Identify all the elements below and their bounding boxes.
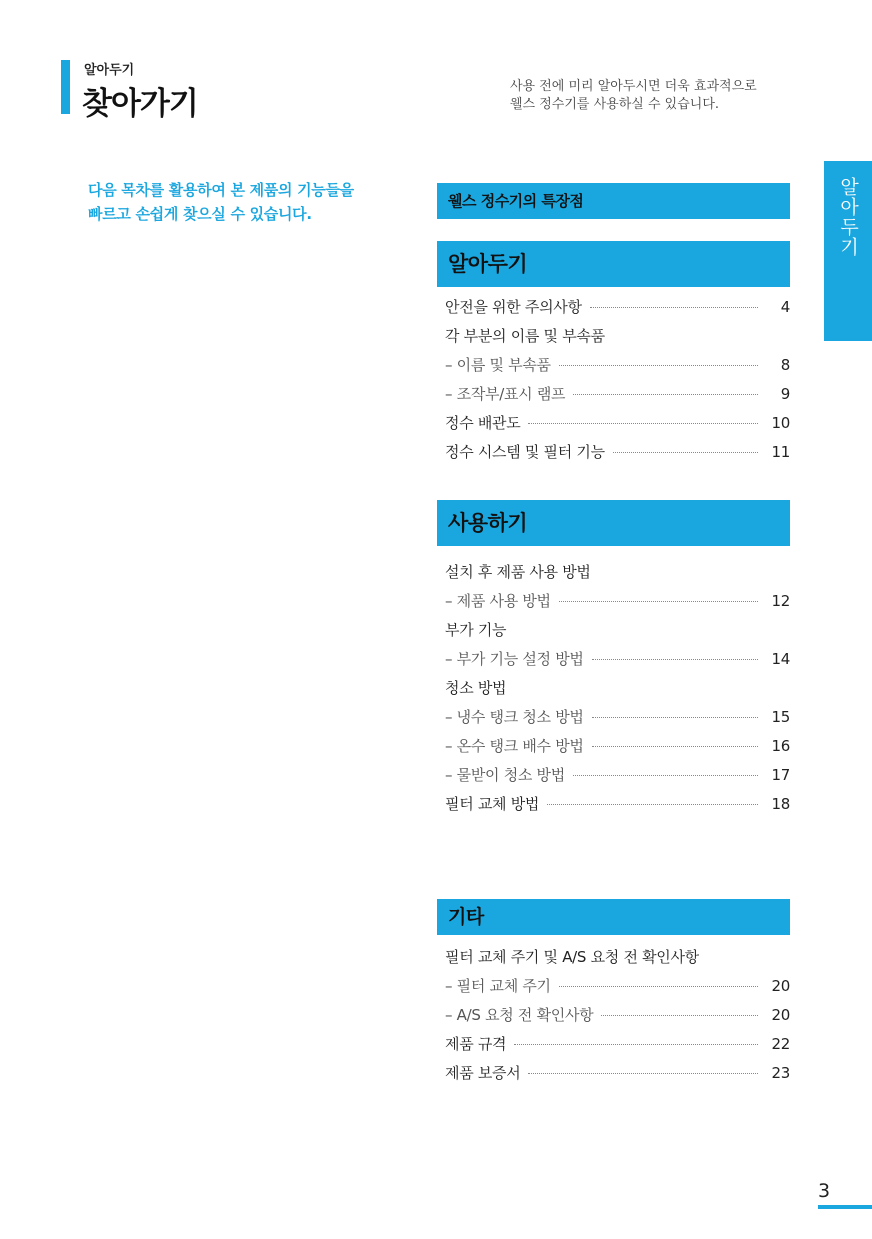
intro-line: 다음 목차를 활용하여 본 제품의 기능들을 xyxy=(88,181,354,199)
dot-leader xyxy=(559,365,758,366)
dot-leader xyxy=(514,1044,758,1045)
section-header-use[interactable]: 사용하기 xyxy=(437,500,790,546)
toc-item xyxy=(445,942,790,971)
toc-item-page: 11 xyxy=(771,442,790,461)
header-accent-bar xyxy=(61,60,70,114)
toc-item-text: 제품 규격 xyxy=(445,1035,507,1053)
toc-item-page: 23 xyxy=(771,1063,790,1082)
toc-item[interactable] xyxy=(445,1000,790,1029)
toc-item-text: 각 부분의 이름 및 부속품 xyxy=(445,327,605,345)
toc-item-text: 필터 교체 방법 xyxy=(445,795,540,813)
intro-line: 빠르고 손쉽게 찾으실 수 있습니다. xyxy=(88,205,312,223)
side-tab[interactable] xyxy=(824,161,872,341)
toc-item-text: – 제품 사용 방법 xyxy=(445,592,551,610)
page-number: 3 xyxy=(818,1180,831,1202)
page-title: 찾아가기 xyxy=(82,86,198,122)
dot-leader xyxy=(559,986,758,987)
toc-item[interactable] xyxy=(445,789,790,818)
toc-item-page: 20 xyxy=(771,1005,790,1024)
toc-item[interactable] xyxy=(445,292,790,321)
toc-item[interactable] xyxy=(445,350,790,379)
toc-list-etc xyxy=(445,942,790,1087)
toc-item-page: 8 xyxy=(780,355,790,374)
section-header-know[interactable]: 알아두기 xyxy=(437,241,790,287)
toc-item xyxy=(445,557,790,586)
toc-item-page: 14 xyxy=(771,649,790,668)
toc-item-page: 18 xyxy=(771,794,790,813)
dot-leader xyxy=(559,601,758,602)
intro-text xyxy=(88,178,354,226)
toc-item-page: 4 xyxy=(780,297,790,316)
dot-leader xyxy=(573,394,758,395)
toc-list-use xyxy=(445,557,790,818)
dot-leader xyxy=(592,717,758,718)
toc-item-text: 제품 보증서 xyxy=(445,1064,521,1082)
toc-item-text: – 이름 및 부속품 xyxy=(445,356,551,374)
section-header-etc[interactable]: 기타 xyxy=(437,899,790,935)
toc-item-page: 9 xyxy=(780,384,790,403)
toc-item-text: – 부가 기능 설정 방법 xyxy=(445,650,584,668)
toc-item-page: 22 xyxy=(771,1034,790,1053)
toc-item[interactable] xyxy=(445,1058,790,1087)
header-description-line: 사용 전에 미리 알아두시면 더욱 효과적으로 xyxy=(510,79,757,94)
toc-item-text: – 필터 교체 주기 xyxy=(445,977,551,995)
dot-leader xyxy=(601,1015,758,1016)
toc-item-text: 부가 기능 xyxy=(445,621,507,639)
side-tab-label: 알아두기 xyxy=(837,177,859,257)
toc-item[interactable] xyxy=(445,379,790,408)
toc-item[interactable] xyxy=(445,586,790,615)
toc-item xyxy=(445,615,790,644)
toc-item-text: 청소 방법 xyxy=(445,679,507,697)
dot-leader xyxy=(528,423,758,424)
dot-leader xyxy=(528,1073,758,1074)
dot-leader xyxy=(592,659,758,660)
toc-list-know xyxy=(445,292,790,466)
toc-item-text: 안전을 위한 주의사항 xyxy=(445,298,582,316)
dot-leader xyxy=(592,746,758,747)
toc-item[interactable] xyxy=(445,702,790,731)
toc-item-text: – 냉수 탱크 청소 방법 xyxy=(445,708,584,726)
dot-leader xyxy=(573,775,758,776)
toc-item-page: 16 xyxy=(771,736,790,755)
toc-item-text: – 물받이 청소 방법 xyxy=(445,766,565,784)
page-number-underline xyxy=(818,1205,872,1209)
toc-item-text: – 조작부/표시 램프 xyxy=(445,385,566,403)
toc-item-page: 17 xyxy=(771,765,790,784)
toc-item-text: 정수 배관도 xyxy=(445,414,521,432)
header-description xyxy=(510,78,757,114)
toc-item-text: 필터 교체 주기 및 A/S 요청 전 확인사항 xyxy=(445,948,699,966)
toc-item[interactable] xyxy=(445,1029,790,1058)
toc-item-text: – 온수 탱크 배수 방법 xyxy=(445,737,584,755)
toc-item[interactable] xyxy=(445,971,790,1000)
toc-item[interactable] xyxy=(445,437,790,466)
toc-item-page: 12 xyxy=(771,591,790,610)
toc-item[interactable] xyxy=(445,408,790,437)
toc-item[interactable] xyxy=(445,760,790,789)
toc-item-page: 15 xyxy=(771,707,790,726)
toc-item-text: – A/S 요청 전 확인사항 xyxy=(445,1006,594,1024)
header-category-label: 알아두기 xyxy=(84,63,135,78)
toc-item-text: 설치 후 제품 사용 방법 xyxy=(445,563,591,581)
dot-leader xyxy=(590,307,758,308)
dot-leader xyxy=(547,804,758,805)
toc-item xyxy=(445,673,790,702)
toc-item xyxy=(445,321,790,350)
toc-item-page: 20 xyxy=(771,976,790,995)
dot-leader xyxy=(613,452,758,453)
toc-item-page: 10 xyxy=(771,413,790,432)
toc-item[interactable] xyxy=(445,644,790,673)
toc-item-text: 정수 시스템 및 필터 기능 xyxy=(445,443,605,461)
section-header-features[interactable]: 웰스 정수기의 특장점 xyxy=(437,183,790,219)
header-description-line: 웰스 정수기를 사용하실 수 있습니다. xyxy=(510,97,720,112)
toc-item[interactable] xyxy=(445,731,790,760)
